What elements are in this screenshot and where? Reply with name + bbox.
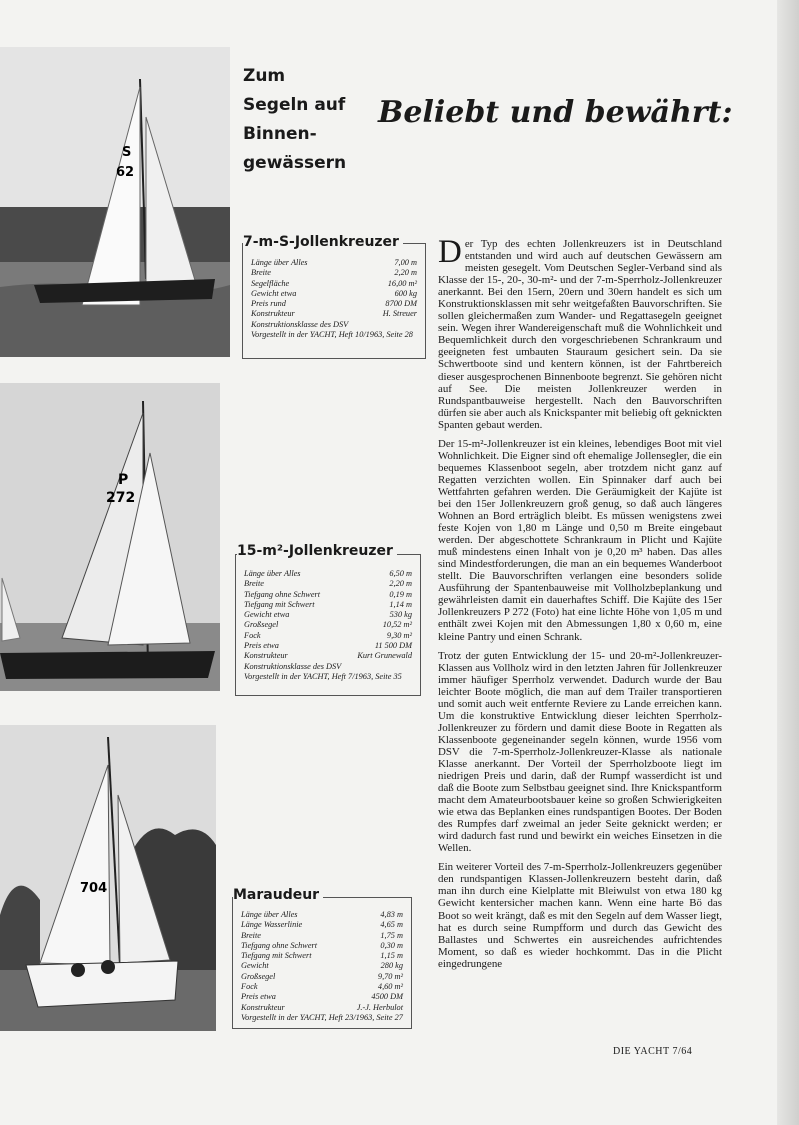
spec-note: Konstruktionsklasse des DSV bbox=[244, 661, 342, 671]
spec-row: Preis etwa 4500 DM bbox=[241, 992, 403, 1002]
sail-number-3 bbox=[78, 876, 118, 900]
spec-row: Breite 1,75 m bbox=[241, 930, 403, 940]
sail-number: 704 bbox=[80, 881, 108, 896]
spec-note: Vorgestellt in der YACHT, Heft 7/1963, Seite 35 bbox=[244, 671, 402, 681]
article-paragraph: Trotz der guten Entwicklung der 15- und 20-m²-Jollenkreuzer-Klassen aus Vollholz wird in den letzten Jahren für Jollenkreuzer immer häufiger Sperrholz verwendet. Dadurch wurde der Bau leichter Boote möglich, die man auf dem Trailer transportieren und somit auch weit entfernte Reviere zu Lande erreichen kann. Um die konstruktive Entwicklung dieser leichten Sperrholz-Jollenkreuzer zu fördern und damit diese Boote in Regatten als Klassenboote gegeneinander segeln können, wurde 1956 vom DSV die 7-m-Sperrholz-Jollenkreuzer-Klasse als nationale Klasse anerkannt. Der Vorteil der Sperrholzboote liegt im niedrigen Preis und darin, daß der Rumpf wasserdicht ist und daß die Boote zum Selbstbau geeignet sind. Ihre Knickspantform macht dem Amateurbootsbauer keine so großen Schwierigkeiten wie etwa das Beplanken eines rundspantigen Bootes. Der Boden des Rumpfes darf zweimal an jeder Seite geknickt werden; er wird dadurch fast rund und bewirkt ein weiches Einsetzen in die Wellen. bbox=[438, 649, 722, 855]
sail-number-1 bbox=[104, 140, 144, 220]
spec-row: Gewicht 280 kg bbox=[241, 961, 403, 971]
article-body bbox=[438, 234, 722, 977]
spec-box-3 bbox=[232, 897, 412, 1029]
boat-title-1: 7-m-S-Jollenkreuzer bbox=[243, 234, 403, 250]
boat-title-3: Maraudeur bbox=[233, 887, 323, 903]
section-title-line: gewässern bbox=[243, 153, 347, 173]
spec-row: Tiefgang ohne Schwert 0,30 m bbox=[241, 940, 403, 950]
page-edge bbox=[777, 0, 799, 1125]
article-paragraph: Der 15-m²-Jollenkreuzer ist ein kleines, lebendiges Boot mit viel Wohnlichkeit. Die Eigner sind oft ehemalige Jollensegler, die ein bequemes Klassenboot segeln, aber trotzdem nicht ganz auf Regatten verzichten wollen. Ein Spinnaker darf auch bei Wettfahrten gefahren werden. Die Geräumigkeit der Kajüte ist bei den 15er Jollenkreuzern groß genug, so daß auch längeres Wohnen an Bord erträglich bleibt. Es müssen wenigstens zwei feste Kojen von 1,80 m Länge und 0,50 m Breite eingebaut werden. Der abgeschottete Schrankraum in Plicht und Kajüte muß mindestens einen Inhalt von je 0,20 m³ haben. Das alles sind Mindestforderungen, die man an ein bequemes Wanderboot stellt. Die Bauvorschriften verlangen eine besonders solide Ausführung der Spantenbauweise mit Vollholzbeplankung und gewährleisten damit ein dauerhaftes Schiff. Die Kajüte des 15er Jollenkreuzers P 272 (Foto) hat eine lichte Höhe von 1,05 m und enthält zwei Kojen mit den Abmessungen 1,80 x 0,60 m, eine kleine Pantry und einen Schrank. bbox=[438, 437, 722, 643]
spec-row: Fock 4,60 m² bbox=[241, 982, 403, 992]
spec-row: Segelfläche 16,00 m² bbox=[251, 278, 417, 288]
article-paragraph: Der Typ des echten Jollenkreuzers ist in Deutschland entstanden und wird auch auf deutschen Gewässern am meisten gesegelt. Vom Deutschen Segler-Verband sind als Klasse der 15-, 20-, 30-m²- und der 7-m-Sperrholz-Jollenkreuzer anerkannt. Bei den 15ern, 20ern und 30ern handelt es sich um Konstruktionsklassen mit sehr weitgefaßten Bauvorschriften. Sie sollen gleichermaßen zum Wander- und Regattasegeln geeignet sein. Wegen ihrer Wandereigenschaft muß die Wohnlichkeit und Bequemlichkeit durch den vorgeschriebenen Schrankraum und geeigneten fest umbauten Stauraum gesichert sein. Da sie Schwertboote sind und kentern können, ist der Fahrtbereich dieser ausgesprochenen Binnenboote begrenzt. Sie gehören nicht auf See. Die meisten Jollenkreuzer werden in Rundspantbauweise hergestellt. Nach den Bauvorschriften dürfen sie aber auch als Knickspanter mit beliebig oft geknickten Spanten gebaut werden. bbox=[438, 234, 722, 431]
boat-title-2: 15-m²-Jollenkreuzer bbox=[237, 543, 397, 559]
page-footer: DIE YACHT 7/64 bbox=[613, 1046, 693, 1057]
spec-row: Länge über Alles 4,83 m bbox=[241, 910, 403, 919]
spec-row: Gewicht etwa 530 kg bbox=[244, 610, 412, 620]
spec-row: Großsegel 10,52 m² bbox=[244, 620, 412, 630]
spec-row: Länge über Alles 7,00 m bbox=[251, 258, 417, 267]
spec-row: Konstrukteur J.-J. Herbulot bbox=[241, 1002, 403, 1012]
spec-note: Konstruktionsklasse des DSV bbox=[251, 319, 349, 329]
spec-row: Preis rund 8700 DM bbox=[251, 299, 417, 309]
spec-box-1 bbox=[242, 243, 426, 359]
spec-note: Vorgestellt in der YACHT, Heft 23/1963, Seite 27 bbox=[241, 1012, 403, 1022]
sail-number-2 bbox=[100, 470, 150, 540]
spec-row: Tiefgang mit Schwert 1,14 m bbox=[244, 599, 412, 609]
sail-letter: P bbox=[118, 472, 129, 488]
section-title-line: Zum bbox=[243, 66, 286, 86]
spec-row: Länge über Alles 6,50 m bbox=[244, 569, 412, 578]
sail-number: 272 bbox=[106, 490, 136, 506]
section-title-line: Binnen- bbox=[243, 124, 317, 144]
article-paragraph: Ein weiterer Vorteil des 7-m-Sperrholz-Jollenkreuzers gegenüber den rundspantigen Klassen-Jollenkreuzern besteht darin, daß man ihn durch eine Kielplatte mit Bleiwulst von etwa 180 kg Gewicht kentersicher machen kann. Wenn eine harte Bö das Boot so weit krängt, daß es mit den Segeln auf dem Wasser liegt, hat es durch seine Rumpfform und durch das Gewicht des Ballastes und Schwertes ein ausreichendes aufrichtendes Moment, so daß es wieder hochkommt. Das in die Plicht eingedrungene bbox=[438, 861, 722, 970]
headline: Beliebt und bewährt: bbox=[378, 95, 733, 130]
spec-row: Fock 9,30 m² bbox=[244, 630, 412, 640]
spec-row: Breite 2,20 m bbox=[244, 579, 412, 589]
spec-row: Konstrukteur Kurt Grunewald bbox=[244, 651, 412, 661]
spec-row: Großsegel 9,70 m² bbox=[241, 971, 403, 981]
section-title-line: Segeln auf bbox=[243, 95, 346, 115]
section-title bbox=[243, 62, 346, 178]
sail-number: 62 bbox=[116, 165, 135, 180]
spec-row: Länge Wasserlinie 4,65 m bbox=[241, 920, 403, 930]
spec-row: Konstrukteur H. Streuer bbox=[251, 309, 417, 319]
spec-note: Vorgestellt in der YACHT, Heft 10/1963, Seite 28 bbox=[251, 330, 413, 340]
sail-letter: S bbox=[122, 145, 132, 160]
spec-box-2 bbox=[235, 554, 421, 696]
spec-row: Breite 2,20 m bbox=[251, 268, 417, 278]
spec-row: Tiefgang ohne Schwert 0,19 m bbox=[244, 589, 412, 599]
spec-row: Preis etwa 11 500 DM bbox=[244, 641, 412, 651]
spec-row: Gewicht etwa 600 kg bbox=[251, 288, 417, 298]
spec-row: Tiefgang mit Schwert 1,15 m bbox=[241, 951, 403, 961]
